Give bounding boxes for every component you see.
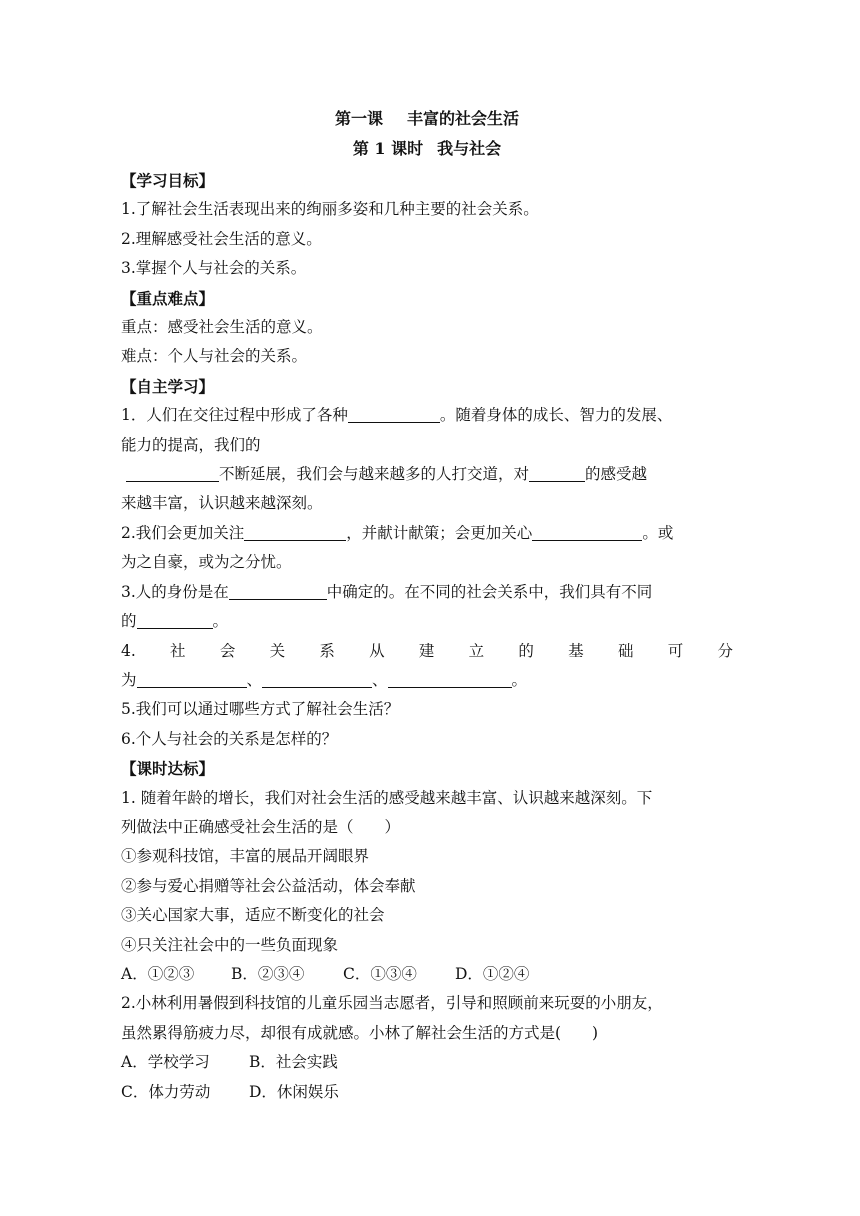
- option-b[interactable]: B．②③④: [231, 964, 305, 983]
- self-study-heading: 【自主学习】: [121, 376, 215, 396]
- fill-blank[interactable]: [529, 464, 585, 482]
- option-a[interactable]: A．学校学习: [121, 1053, 210, 1072]
- practice-q2-options: [121, 1048, 733, 1077]
- period-title: [121, 134, 733, 164]
- question-2-cont: 为之自豪，或为之分忧。: [121, 553, 292, 572]
- question-2: 2.我们会更加关注 ，并献计献策；会更加关心 。或: [121, 523, 674, 542]
- lesson-number: 第一课: [334, 109, 383, 128]
- question-1-cont: 来越丰富，认识越来越深刻。: [121, 494, 323, 513]
- worksheet-page: [121, 104, 733, 1107]
- key-point: 重点：感受社会生活的意义。: [121, 318, 323, 337]
- lesson-name: 丰富的社会生活: [407, 109, 520, 128]
- fill-blank[interactable]: [137, 670, 247, 688]
- question-1-cont: 能力的提高，我们的: [121, 435, 261, 454]
- practice-q1: 1. 随着年龄的增长，我们对社会生活的感受越来越丰富、认识越来越深刻。下: [121, 788, 653, 807]
- option-c[interactable]: C．体力劳动: [121, 1082, 211, 1101]
- fill-blank[interactable]: [532, 523, 642, 541]
- objectives-heading: 【学习目标】: [121, 171, 215, 190]
- question-5: 5.我们可以通过哪些方式了解社会生活？: [121, 700, 400, 719]
- objective-item: 1.了解社会生活表现出来的绚丽多姿和几种主要的社会关系。: [121, 200, 539, 219]
- option-c[interactable]: C．①③④: [343, 964, 417, 983]
- option-b[interactable]: B．社会实践: [249, 1053, 338, 1072]
- objective-item: 2.理解感受社会生活的意义。: [121, 229, 322, 248]
- question-3: 3.人的身份是在 中确定的。在不同的社会关系中，我们具有不同: [121, 582, 653, 601]
- question-1-cont: 不断延展，我们会与越来越多的人打交道，对 的感受越: [121, 460, 733, 489]
- fill-blank[interactable]: [126, 464, 219, 482]
- question-6: 6.个人与社会的关系是怎样的？: [121, 729, 338, 748]
- fill-blank[interactable]: [388, 670, 512, 688]
- keypoints-heading: 【重点难点】: [121, 288, 215, 308]
- question-1: 1．人们在交往过程中形成了各种 。随着身体的成长、智力的发展、: [121, 406, 673, 425]
- period-name: 我与社会: [437, 139, 502, 158]
- difficult-point: 难点：个人与社会的关系。: [121, 347, 308, 366]
- practice-q2-cont: 虽然累得筋疲力尽，却很有成就感。小林了解社会生活的方式是( ): [121, 1023, 599, 1042]
- practice-q2: 2.小林利用暑假到科技馆的儿童乐园当志愿者，引导和照顾前来玩耍的小朋友，: [121, 994, 663, 1013]
- fill-blank[interactable]: [229, 582, 327, 600]
- fill-blank[interactable]: [262, 670, 372, 688]
- practice-q1-item: ②参与爱心捐赠等社会公益活动，体会奉献: [121, 876, 416, 895]
- lesson-title: [121, 104, 733, 134]
- practice-q1-item: ①参观科技馆，丰富的展品开阔眼界: [121, 847, 370, 866]
- option-d[interactable]: D．①②④: [455, 964, 530, 983]
- objective-item: 3.掌握个人与社会的关系。: [121, 259, 307, 278]
- practice-q1-item: ④只关注社会中的一些负面现象: [121, 935, 339, 954]
- practice-heading: 【课时达标】: [121, 759, 215, 779]
- practice-q2-options: [121, 1078, 733, 1107]
- question-4: 4. 社 会 关 系 从 建 立 的 基 础 可 分: [121, 641, 733, 660]
- practice-q1-item: ③关心国家大事，适应不断变化的社会: [121, 906, 385, 925]
- option-a[interactable]: A．①②③: [121, 964, 195, 983]
- practice-q1-options: [121, 960, 733, 989]
- practice-q1-cont: 列做法中正确感受社会生活的是（ ）: [121, 817, 401, 836]
- option-d[interactable]: D．休闲娱乐: [249, 1082, 339, 1101]
- fill-blank[interactable]: [137, 611, 213, 629]
- fill-blank[interactable]: [348, 405, 440, 423]
- fill-blank[interactable]: [244, 523, 346, 541]
- question-4-cont: 为 、 、 。: [121, 670, 528, 689]
- question-3-cont: 的 。: [121, 612, 229, 631]
- period-number: 第 1 课时: [352, 139, 424, 158]
